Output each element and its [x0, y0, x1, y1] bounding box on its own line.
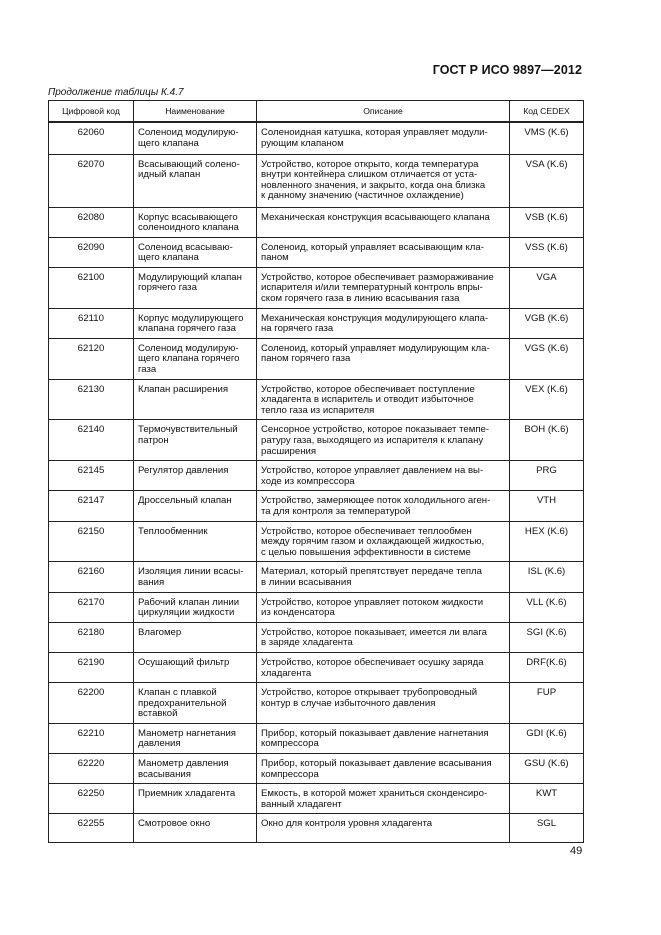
cell-name: Рабочий клапан линии циркуляции жидкости: [134, 592, 257, 622]
cell-name: Соленоид модулирую- щего клапана горячего газа: [134, 338, 257, 379]
table-row: [49, 461, 584, 491]
cell-description: Материал, который препятствует передаче тепла в линии всасывания: [257, 562, 510, 592]
cell-name: Изоляция линии всасы- вания: [134, 562, 257, 592]
column-header-description: Описание: [257, 101, 510, 123]
cell-cedex: VGS (K.6): [510, 338, 584, 379]
cell-description: Прибор, который показывает давление всасывания компрессора: [257, 754, 510, 784]
cell-description: Устройство, замеряющее поток холодильного аген- та для контроля за температурой: [257, 491, 510, 521]
cell-cedex: VSS (K.6): [510, 237, 584, 267]
cell-cedex: BOH (K.6): [510, 420, 584, 461]
cell-code: 62255: [49, 814, 134, 843]
cell-code: 62090: [49, 237, 134, 267]
column-header-name: Наименование: [134, 101, 257, 123]
cell-description: Устройство, которое обеспечивает теплообмен между горячим газом и охлаждающей жидкостью, с целью повышения эффективности в системе: [257, 521, 510, 562]
cell-code: 62100: [49, 267, 134, 308]
table-row: [49, 122, 584, 154]
cell-cedex: VMS (K.6): [510, 122, 584, 154]
cell-cedex: SGL: [510, 814, 584, 843]
cell-name: Соленоид всасываю- щего клапана: [134, 237, 257, 267]
cell-code: 62170: [49, 592, 134, 622]
cell-cedex: HEX (K.6): [510, 521, 584, 562]
cell-cedex: FUP: [510, 683, 584, 724]
table-row: [49, 784, 584, 814]
table-row: [49, 207, 584, 237]
cell-name: Осушающий фильтр: [134, 652, 257, 682]
table-header-row: [49, 101, 584, 123]
document-standard-header: ГОСТ Р ИСО 9897—2012: [432, 63, 582, 77]
cell-code: 62150: [49, 521, 134, 562]
table-row: [49, 622, 584, 652]
cell-description: Устройство, которое управляет потоком жидкости из конденсатора: [257, 592, 510, 622]
cell-name: Смотровое окно: [134, 814, 257, 843]
cell-cedex: ISL (K.6): [510, 562, 584, 592]
cell-cedex: VSB (K.6): [510, 207, 584, 237]
table-row: [49, 683, 584, 724]
table-row: [49, 237, 584, 267]
cell-code: 62190: [49, 652, 134, 682]
cell-code: 62145: [49, 461, 134, 491]
table-row: [49, 338, 584, 379]
table-row: [49, 652, 584, 682]
cell-name: Приемник хладагента: [134, 784, 257, 814]
cell-description: Сенсорное устройство, которое показывает темпе- ратуру газа, выходящего из испарителя к клапану расширения: [257, 420, 510, 461]
table-row: [49, 562, 584, 592]
cell-cedex: KWT: [510, 784, 584, 814]
cell-cedex: SGI (K.6): [510, 622, 584, 652]
cell-description: Устройство, которое обеспечивает поступление хладагента в испаритель и отводит избыточное тепло газа из испарителя: [257, 379, 510, 420]
cell-name: Манометр нагнетания давления: [134, 723, 257, 753]
cell-name: Дроссельный клапан: [134, 491, 257, 521]
cell-cedex: VEX (K.6): [510, 379, 584, 420]
cell-code: 62210: [49, 723, 134, 753]
column-header-code: Цифровой код: [49, 101, 134, 123]
cell-code: 62160: [49, 562, 134, 592]
cell-name: Корпус модулирующего клапана горячего газа: [134, 308, 257, 338]
cell-code: 62200: [49, 683, 134, 724]
cell-description: Соленоидная катушка, которая управляет модули- рующим клапаном: [257, 122, 510, 154]
cell-code: 62140: [49, 420, 134, 461]
cell-name: Регулятор давления: [134, 461, 257, 491]
cell-code: 62070: [49, 154, 134, 207]
cell-name: Теплообменник: [134, 521, 257, 562]
cell-name: Модулирующий клапан горячего газа: [134, 267, 257, 308]
cell-code: 62120: [49, 338, 134, 379]
cell-cedex: VSA (K.6): [510, 154, 584, 207]
table-row: [49, 154, 584, 207]
cell-description: Механическая конструкция всасывающего клапана: [257, 207, 510, 237]
cell-description: Механическая конструкция модулирующего клапа- на горячего газа: [257, 308, 510, 338]
table-body: [49, 122, 584, 843]
table-row: [49, 814, 584, 843]
cell-description: Окно для контроля уровня хладагента: [257, 814, 510, 843]
cell-name: Влагомер: [134, 622, 257, 652]
cell-code: 62060: [49, 122, 134, 154]
cell-cedex: GDI (K.6): [510, 723, 584, 753]
table-row: [49, 723, 584, 753]
cell-code: 62180: [49, 622, 134, 652]
table-row: [49, 491, 584, 521]
cell-name: Клапан с плавкой предохранительной вставкой: [134, 683, 257, 724]
cell-cedex: PRG: [510, 461, 584, 491]
column-header-cedex: Код CEDEX: [510, 101, 584, 123]
cell-code: 62080: [49, 207, 134, 237]
cell-name: Соленоид модулирую- щего клапана: [134, 122, 257, 154]
cell-cedex: VTH: [510, 491, 584, 521]
table-caption: Продолжение таблицы К.4.7: [48, 87, 184, 98]
table-row: [49, 379, 584, 420]
cell-name: Клапан расширения: [134, 379, 257, 420]
cell-name: Корпус всасывающего соленоидного клапана: [134, 207, 257, 237]
cell-cedex: VGA: [510, 267, 584, 308]
cell-description: Соленоид, который управляет модулирующим кла- паном горячего газа: [257, 338, 510, 379]
table-row: [49, 754, 584, 784]
cell-code: 62130: [49, 379, 134, 420]
cell-description: Устройство, которое открывает трубопроводный контур в случае избыточного давления: [257, 683, 510, 724]
cell-name: Термочувствительный патрон: [134, 420, 257, 461]
table-row: [49, 267, 584, 308]
cell-cedex: VLL (K.6): [510, 592, 584, 622]
table-row: [49, 308, 584, 338]
cell-code: 62250: [49, 784, 134, 814]
cell-cedex: GSU (K.6): [510, 754, 584, 784]
cell-description: Соленоид, который управляет всасывающим кла- паном: [257, 237, 510, 267]
cell-code: 62220: [49, 754, 134, 784]
cell-code: 62147: [49, 491, 134, 521]
table-row: [49, 521, 584, 562]
cell-description: Прибор, который показывает давление нагнетания компрессора: [257, 723, 510, 753]
cell-name: Всасывающий солено- идный клапан: [134, 154, 257, 207]
cell-name: Манометр давления всасывания: [134, 754, 257, 784]
cell-description: Устройство, которое управляет давлением на вы- ходе из компрессора: [257, 461, 510, 491]
cell-code: 62110: [49, 308, 134, 338]
table-row: [49, 592, 584, 622]
cell-description: Устройство, которое открыто, когда температура внутри контейнера слишком отличается от уста- новленного значения, и закрыто, когда она близка к данному значению (частичное охлаждение): [257, 154, 510, 207]
cell-description: Емкость, в которой может храниться сконденсиро- ванный хладагент: [257, 784, 510, 814]
page-number: 49: [570, 845, 583, 857]
cell-cedex: VGB (K.6): [510, 308, 584, 338]
cell-description: Устройство, которое обеспечивает размораживание испарителя и/или температурный контроль впры- ском горячего газа в линию всасывания газа: [257, 267, 510, 308]
cell-description: Устройство, которое обеспечивает осушку заряда хладагента: [257, 652, 510, 682]
cell-cedex: DRF(K.6): [510, 652, 584, 682]
cedex-codes-table: [48, 100, 584, 843]
cell-description: Устройство, которое показывает, имеется ли влага в заряде хладагента: [257, 622, 510, 652]
table-row: [49, 420, 584, 461]
